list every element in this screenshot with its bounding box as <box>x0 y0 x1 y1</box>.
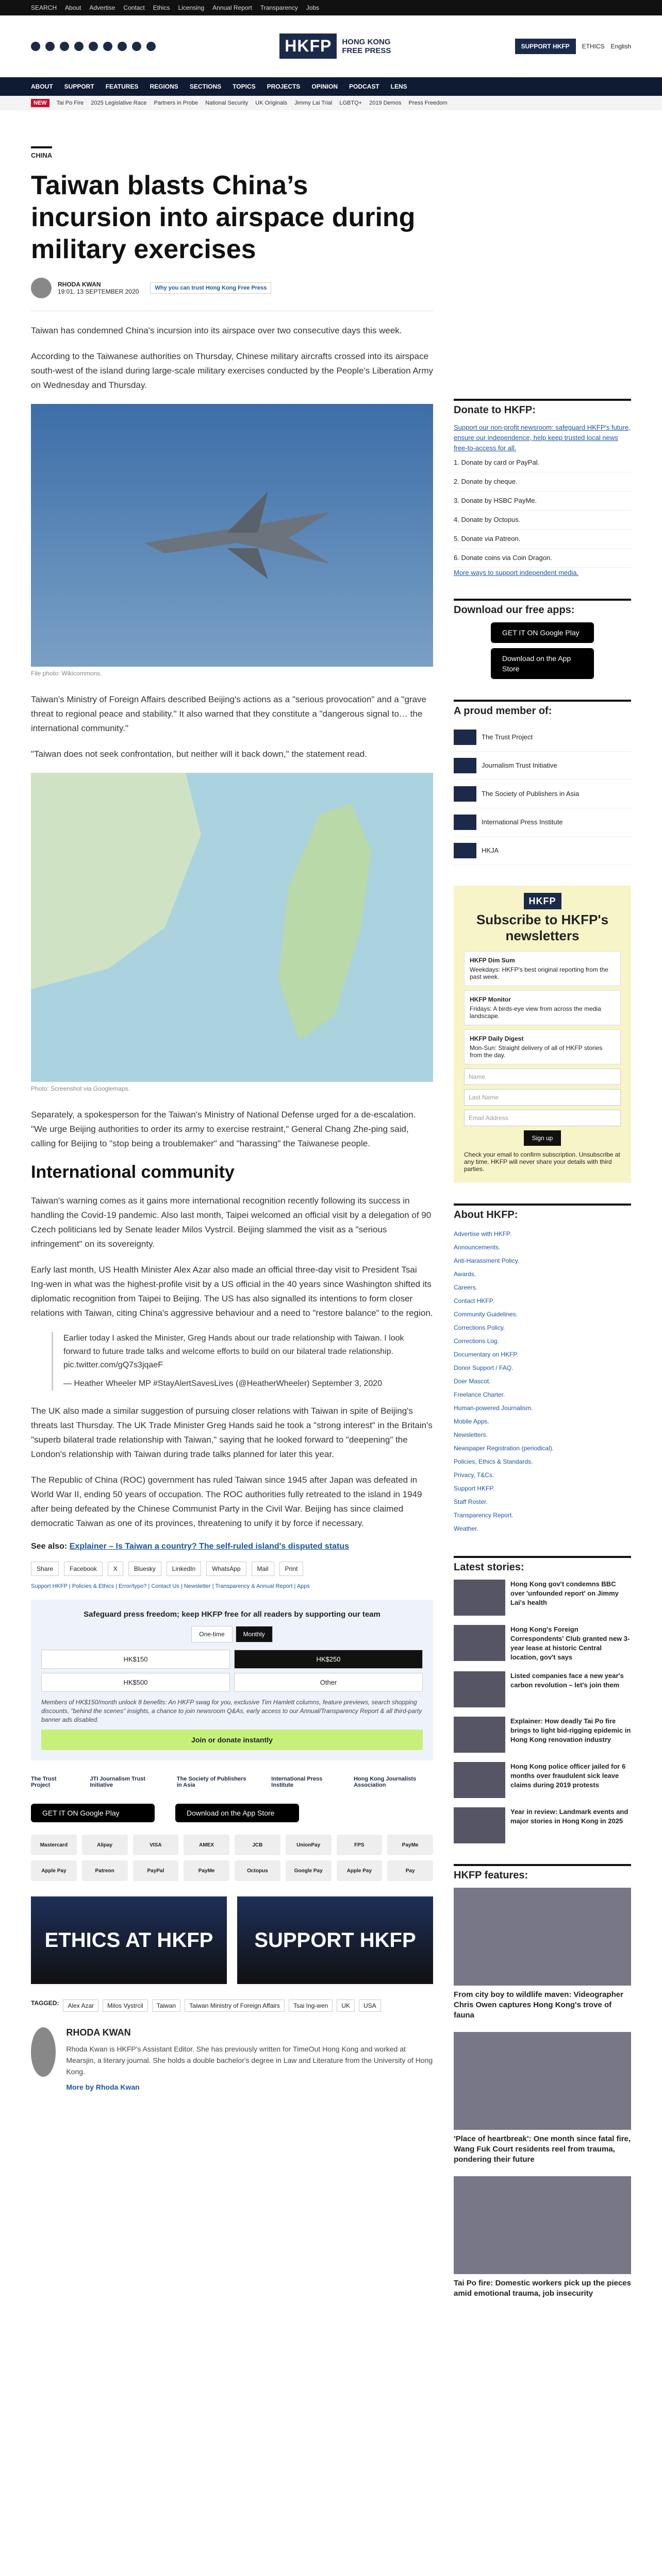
author-bio <box>31 2027 433 2093</box>
see-also-label: See also: <box>31 1542 68 1551</box>
payment-icon[interactable]: Pay <box>387 1860 433 1881</box>
trending-item[interactable]: Partners in Probe <box>154 100 198 106</box>
amount-option[interactable]: HK$150 <box>41 1650 230 1669</box>
logo-ipi[interactable]: International Press Institute <box>271 1776 323 1788</box>
join-button[interactable]: Join or donate instantly <box>41 1730 423 1750</box>
author-name[interactable]: RHODA KWAN <box>58 281 101 288</box>
apps-sidebar <box>454 599 631 679</box>
about-link[interactable]: Transparency Report. <box>454 1512 514 1519</box>
about-link[interactable]: Weather. <box>454 1525 478 1532</box>
tag-list <box>31 1999 433 2012</box>
trending-item[interactable]: National Security <box>205 100 249 106</box>
support-banner[interactable]: SUPPORT HKFP <box>237 1896 433 1984</box>
payment-icon[interactable]: Octopus <box>235 1860 280 1881</box>
facebook-icon[interactable] <box>31 42 40 51</box>
latest-sidebar <box>454 1556 631 1843</box>
payment-icon[interactable]: Apple Pay <box>31 1860 77 1881</box>
topbar-search[interactable]: SEARCH <box>31 4 57 11</box>
trending-item[interactable]: 2025 Legislative Race <box>91 100 147 106</box>
topbar-ethics[interactable]: Ethics <box>153 4 170 11</box>
member-heading: A proud member of: <box>454 700 631 716</box>
features-sidebar <box>454 1864 631 2299</box>
logo-text <box>342 38 391 55</box>
tag[interactable]: USA <box>359 1999 381 2012</box>
payment-icon[interactable]: Patreon <box>82 1860 128 1881</box>
header-actions <box>515 39 631 54</box>
about-heading: About HKFP: <box>454 1204 631 1220</box>
share-print[interactable]: Print <box>279 1562 304 1576</box>
member-sidebar <box>454 700 631 865</box>
member-item[interactable]: The Trust Project <box>454 723 631 752</box>
nav-opinion[interactable]: OPINION <box>311 83 338 90</box>
share-whatsapp[interactable]: WhatsApp <box>206 1562 246 1576</box>
tweet-author[interactable]: — Heather Wheeler MP #StayAlertSavesLives (@HeatherWheeler) September 3, 2020 <box>63 1379 383 1388</box>
amount-option[interactable]: HK$500 <box>41 1673 230 1692</box>
tag[interactable]: UK <box>337 1999 355 2012</box>
youtube-icon[interactable] <box>74 42 84 51</box>
google-play-button[interactable]: GET IT ON Google Play <box>491 622 594 643</box>
top-bar <box>0 0 662 15</box>
tag[interactable]: Alex Azar <box>63 1999 98 2012</box>
telegram-icon[interactable] <box>132 42 141 51</box>
linkedin-icon[interactable] <box>89 42 98 51</box>
about-link[interactable]: Staff Roster. <box>454 1498 488 1505</box>
rss-icon[interactable] <box>146 42 156 51</box>
topbar-transparency[interactable]: Transparency <box>260 4 298 11</box>
trending-item[interactable]: 2019 Demos <box>369 100 402 106</box>
site-header <box>0 15 662 77</box>
topbar-about[interactable]: About <box>65 4 81 11</box>
about-sidebar <box>454 1204 631 1535</box>
donate-method[interactable]: 5. Donate via Patreon. <box>454 530 631 549</box>
about-link[interactable]: Mobile Apps. <box>454 1418 489 1425</box>
member-item[interactable]: Journalism Trust Initiative <box>454 752 631 780</box>
footer-links[interactable]: Support HKFP | Policies & Ethics | Error/typo? | Contact Us | Newsletter | Transparency & Annual Report | Apps <box>31 1583 310 1589</box>
bio-avatar <box>31 2027 56 2077</box>
paragraph: Taiwan has condemned China's incursion into its airspace over two consecutive days this week. <box>31 326 402 335</box>
feature-story[interactable]: 'Place of heartbreak': One month since fatal fire, Wang Fuk Court residents reel from trauma, pondering their future <box>454 2032 631 2165</box>
logo-trust-project[interactable]: The Trust Project <box>31 1776 57 1788</box>
byline <box>31 278 433 298</box>
trending-bar <box>0 96 662 110</box>
logo-sopa[interactable]: The Society of Publishers in Asia <box>176 1776 246 1788</box>
sidebar <box>454 110 631 2319</box>
paragraph: "Taiwan does not seek confrontation, but neither will it back down," the statement read. <box>31 749 367 759</box>
payment-icon[interactable]: Apple Pay <box>337 1860 383 1881</box>
donate-text[interactable]: Support our non-profit newsroom: safeguard HKFP's future, ensure our independence, help keep trusted local news free-to-access for all. <box>454 423 631 452</box>
logo-jti[interactable]: JTI Journalism Trust Initiative <box>90 1776 145 1788</box>
members-benefits: Members of HK$150/month unlock 8 benefits: An HKFP swag for you, exclusive Tim Hamlett columns, feature previews, search shopping discounts, "behind the scenes" insights, a chance to join newsroom Q&As, early access to our Annual/Transparency Report & all third-party banner ads disabled. <box>41 1699 422 1723</box>
newsletter-option[interactable]: HKFP Monitor Fridays: A birds-eye view from across the media landscape. <box>464 990 621 1025</box>
latest-story[interactable]: Explainer: How deadly Tai Po fire brings to light bid-rigging epidemic in Hong Kong renovation industry <box>454 1717 631 1753</box>
donate-method[interactable]: 2. Donate by cheque. <box>454 472 631 492</box>
paragraph: Taiwan's warning comes as it gains more international recognition recently following its success in handling the Covid-19 pandemic. Also last month, Taipei welcomed an official visit by a delegation of 90 Czech politicians led by Senate leader Milos Vystrcil. Beijing slammed the visit as a "serious infringement" on its sovereignty. <box>31 1196 432 1249</box>
tweet-embed <box>52 1332 433 1391</box>
share-linkedin[interactable]: LinkedIn <box>167 1562 201 1576</box>
tab-monthly[interactable]: Monthly <box>236 1626 273 1642</box>
taiwan-map <box>31 773 433 1082</box>
language-select[interactable]: English <box>610 42 631 50</box>
donate-method[interactable]: 1. Donate by card or PayPal. <box>454 453 631 472</box>
apps-heading: Download our free apps: <box>454 599 631 615</box>
trust-link[interactable]: Why you can trust Hong Kong Free Press <box>150 282 271 294</box>
payment-icon[interactable]: FPS <box>337 1835 383 1855</box>
last-name-input[interactable]: Last Name <box>464 1089 621 1106</box>
tag[interactable]: Milos Vystrcil <box>103 1999 148 2012</box>
trending-item[interactable]: Press Freedom <box>408 100 448 106</box>
tag[interactable]: Taiwan Ministry of Foreign Affairs <box>185 1999 285 2012</box>
publish-date: 19:01, 13 SEPTEMBER 2020 <box>58 288 139 295</box>
trending-item[interactable]: LGBTQ+ <box>339 100 362 106</box>
article-category[interactable]: CHINA <box>31 146 52 159</box>
social-icons <box>31 42 156 51</box>
paragraph: Early last month, US Health Minister Alex Azar also made an official three-day visit to President Tsai Ing-wen in what was the highest-profile visit by a US official in the 40 years since Washington shifted its diplomatic recognition from Taipei to Beijing. The US has also signalled its intentions to form closer relations with Taiwan, citing China's aggressive behaviour and a need to "restore balance" to the region. <box>31 1265 433 1318</box>
about-link[interactable]: Corrections Policy. <box>454 1324 505 1331</box>
latest-story[interactable]: Hong Kong's Foreign Correspondents' Club granted new 3-year lease at historic Central location, gov't says <box>454 1625 631 1662</box>
map-image <box>31 773 433 1082</box>
about-link[interactable]: Corrections Log. <box>454 1337 500 1345</box>
about-link[interactable]: Anti-Harassment Policy. <box>454 1257 520 1264</box>
about-link[interactable]: Careers. <box>454 1284 478 1291</box>
payment-icon[interactable]: VISA <box>133 1835 179 1855</box>
logo-mark: HKFP <box>279 33 337 59</box>
logo-hkja[interactable]: Hong Kong Journalists Association <box>354 1776 417 1788</box>
newsletter-note: Check your email to confirm subscription. Unsubscribe at any time. HKFP will never share your details with third parties. <box>464 1151 620 1173</box>
ethics-link[interactable]: ETHICS <box>582 42 605 50</box>
share-bar <box>31 1562 433 1576</box>
about-link[interactable]: Documentary on HKFP. <box>454 1351 519 1358</box>
payment-icon[interactable]: JCB <box>235 1835 280 1855</box>
section-heading: International community <box>31 1162 235 1182</box>
threads-icon[interactable] <box>103 42 112 51</box>
site-logo[interactable] <box>279 33 391 59</box>
nav-topics[interactable]: TOPICS <box>233 83 256 90</box>
author-avatar <box>31 278 52 298</box>
bio-name[interactable]: RHODA KWAN <box>66 2027 131 2038</box>
donate-method[interactable]: 4. Donate by Octopus. <box>454 511 631 530</box>
first-name-input[interactable]: Name <box>464 1069 621 1085</box>
google-play-button[interactable]: GET IT ON Google Play <box>31 1804 155 1822</box>
logo-line1: HONG KONG <box>342 37 391 46</box>
tag[interactable]: Tsai Ing-wen <box>289 1999 333 2012</box>
about-link[interactable]: Human-powered Journalism. <box>454 1404 533 1412</box>
newsletter-logo: HKFP <box>524 893 561 909</box>
about-link[interactable]: Donor Support / FAQ. <box>454 1364 514 1371</box>
payment-icon[interactable]: PayMe <box>387 1835 433 1855</box>
payment-icon[interactable]: AMEX <box>184 1835 229 1855</box>
app-store-button[interactable]: Download on the App Store <box>491 648 594 679</box>
member-item[interactable]: The Society of Publishers in Asia <box>454 780 631 808</box>
map-caption: Photo: Screenshot via Googlemaps. <box>31 1085 130 1092</box>
tags-label: TAGGED: <box>31 1999 59 2007</box>
payment-icon[interactable]: PayPal <box>133 1860 179 1881</box>
article-title: Taiwan blasts China’s incursion into airspace during military exercises <box>31 171 416 264</box>
about-link[interactable]: Contact HKFP. <box>454 1297 494 1304</box>
topbar-advertise[interactable]: Advertise <box>89 4 115 11</box>
newsletter-title: Subscribe to HKFP's newsletters <box>476 912 609 943</box>
latest-heading: Latest stories: <box>454 1556 631 1572</box>
features-heading: HKFP features: <box>454 1864 631 1880</box>
amount-option[interactable]: Other <box>234 1673 423 1692</box>
feature-story[interactable]: Tai Po fire: Domestic workers pick up the pieces amid emotional trauma, job insecurity <box>454 2176 631 2299</box>
email-input[interactable]: Email Address <box>464 1110 621 1126</box>
nav-sections[interactable]: SECTIONS <box>189 83 222 90</box>
more-ways-link[interactable]: More ways to support independent media. <box>454 569 579 577</box>
about-link[interactable]: Newsletters. <box>454 1431 488 1438</box>
newsletter-widget <box>454 886 631 1183</box>
logo-line2: FREE PRESS <box>342 46 391 55</box>
main-nav <box>0 77 662 96</box>
payment-methods <box>31 1835 433 1881</box>
topbar-licensing[interactable]: Licensing <box>178 4 205 11</box>
share-label: Share <box>31 1562 59 1576</box>
new-badge: NEW <box>31 99 49 107</box>
latest-story[interactable]: Hong Kong police officer jailed for 6 months over fraudulent sick leave claims during 2019 protests <box>454 1762 631 1798</box>
app-stores <box>31 1804 433 1822</box>
bluesky-icon[interactable] <box>118 42 127 51</box>
photo-caption: File photo: Wikicommons. <box>31 670 102 677</box>
about-link[interactable]: Announcements. <box>454 1244 501 1251</box>
feature-story[interactable]: From city boy to wildlife maven: Videographer Chris Owen captures Hong Kong's trove of fauna <box>454 1888 631 2021</box>
about-link[interactable]: Community Guidelines. <box>454 1311 518 1318</box>
amount-option[interactable]: HK$250 <box>234 1650 423 1669</box>
nav-podcast[interactable]: PODCAST <box>349 83 379 90</box>
support-button[interactable]: SUPPORT HKFP <box>515 39 576 54</box>
see-also <box>31 1542 433 1551</box>
latest-story[interactable]: Hong Kong gov't condemns BBC over 'unfounded report' on Jimmy Lai's health <box>454 1580 631 1616</box>
topbar-jobs[interactable]: Jobs <box>306 4 320 11</box>
nav-regions[interactable]: REGIONS <box>150 83 178 90</box>
tweet-text: Earlier today I asked the Minister, Greg Hands about our trade relationship with Taiwan. I look forward to future trade talks and welcome efforts to build on our bilateral trade relationship. pic.twitter.com/gQ7s3jqaeF <box>63 1334 404 1369</box>
x-icon[interactable] <box>45 42 55 51</box>
about-link[interactable]: Policies, Ethics & Standards. <box>454 1458 533 1465</box>
about-link[interactable]: Doer Mascot. <box>454 1378 491 1385</box>
article <box>31 110 433 2319</box>
nav-lens[interactable]: LENS <box>390 83 407 90</box>
donate-widget <box>31 1600 433 1760</box>
payment-icon[interactable]: UnionPay <box>286 1835 332 1855</box>
see-also-link[interactable]: Explainer – Is Taiwan a country? The self-ruled island's disputed status <box>69 1542 350 1551</box>
donate-title: Safeguard press freedom; keep HKFP free for all readers by supporting our team <box>84 1610 380 1619</box>
payment-icon[interactable]: Alipay <box>82 1835 128 1855</box>
member-logos <box>31 1776 433 1788</box>
about-link[interactable]: Newspaper Registration (periodical). <box>454 1445 554 1452</box>
share-facebook[interactable]: Facebook <box>64 1562 103 1576</box>
share-x[interactable]: X <box>108 1562 123 1576</box>
member-item[interactable]: International Press Institute <box>454 808 631 837</box>
about-link[interactable]: Support HKFP. <box>454 1485 495 1492</box>
share-bluesky[interactable]: Bluesky <box>128 1562 161 1576</box>
about-link[interactable]: Privacy, T&Cs. <box>454 1471 494 1479</box>
promo-banners <box>31 1896 433 1984</box>
signup-button[interactable]: Sign up <box>524 1130 561 1146</box>
paragraph: Separately, a spokesperson for the Taiwan's Ministry of National Defense urged for a de-escalation. "We urge Beijing authorities to order its army to exercise restraint," General Chang Zhe-ping said, calling for Beijing to "stop being a troublemaker" and "harassing" the Taiwanese people. <box>31 1110 416 1148</box>
trending-item[interactable]: Jimmy Lai Trial <box>294 100 333 106</box>
nav-features[interactable]: FEATURES <box>105 83 139 90</box>
payment-icon[interactable]: Mastercard <box>31 1835 77 1855</box>
donate-heading: Donate to HKFP: <box>454 399 631 415</box>
paragraph: The UK also made a similar suggestion of pursuing closer relations with Taiwan in spite of Beijing's threats last Thursday. The UK Trade Minister Greg Hands said he took a "strong interest" in the Britain's "superb bilateral trade relationship with Taiwan," saying that he looked forward to "deepening" the London's relationship with Taiwan during trade talks planned for later this year. <box>31 1406 433 1459</box>
donate-sidebar <box>454 399 631 578</box>
payment-icon[interactable]: PayMe <box>184 1860 229 1881</box>
ethics-banner[interactable]: ETHICS AT HKFP <box>31 1896 227 1984</box>
topbar-contact[interactable]: Contact <box>123 4 145 11</box>
share-mail[interactable]: Mail <box>252 1562 274 1576</box>
newsletter-option[interactable]: HKFP Dim Sum Weekdays: HKFP's best original reporting from the past week. <box>464 951 621 986</box>
paragraph: Taiwan's Ministry of Foreign Affairs described Beijing's actions as a "serious provocation" and a "grave threat to regional peace and stability." It also warned that they constitute a "dangerous signal to… the international community." <box>31 694 426 733</box>
paragraph: According to the Taiwanese authorities on Thursday, Chinese military aircrafts crossed into its airspace south-west of the island during large-scale military exercises conducted by the People's Liberation Army on Wednesday and Thursday. <box>31 351 433 390</box>
jet-photo <box>31 404 433 667</box>
tab-one-time[interactable]: One-time <box>191 1626 232 1642</box>
donate-method[interactable]: 3. Donate by HSBC PayMe. <box>454 492 631 511</box>
nav-projects[interactable]: PROJECTS <box>267 83 301 90</box>
newsletter-option[interactable]: HKFP Daily Digest Mon-Sun: Straight delivery of all of HKFP stories from the day. <box>464 1029 621 1064</box>
nav-support[interactable]: SUPPORT <box>64 83 94 90</box>
tag[interactable]: Taiwan <box>152 1999 180 2012</box>
bio-text: Rhoda Kwan is HKFP's Assistant Editor. She has previously written for TimeOut Hong Kong and worked at Mearsjin, a literary journal. She holds a double bachelor's degree in Law and Literature from the University of Hong Kong. <box>66 2045 433 2076</box>
latest-story[interactable]: Year in review: Landmark events and major stories in Hong Kong in 2025 <box>454 1807 631 1843</box>
nav-about[interactable]: ABOUT <box>31 83 53 90</box>
paragraph: The Republic of China (ROC) government has ruled Taiwan since 1945 after Japan was defeated in World War II, ending 50 years of occupation. The ROC authorities fully retreated to the island in 1949 after being defeated by the Chinese Communist Party in the Civil War. Beijing has since claimed democratic Taiwan as one of its provinces, threatening to unify it by force if necessary. <box>31 1475 422 1528</box>
about-link[interactable]: Awards. <box>454 1270 476 1278</box>
fighter-jet-image <box>134 481 340 584</box>
about-link[interactable]: Freelance Charter. <box>454 1391 505 1398</box>
trending-item[interactable]: UK Originals <box>255 100 288 106</box>
topbar-annual-report[interactable]: Annual Report <box>212 4 252 11</box>
member-item[interactable]: HKJA <box>454 837 631 865</box>
app-store-button[interactable]: Download on the App Store <box>175 1804 299 1822</box>
about-link[interactable]: Advertise with HKFP. <box>454 1230 511 1238</box>
bio-more-link[interactable]: More by Rhoda Kwan <box>66 2083 140 2091</box>
donate-method[interactable]: 6. Donate coins via Coin Dragon. <box>454 549 631 568</box>
instagram-icon[interactable] <box>60 42 69 51</box>
payment-icon[interactable]: Google Pay <box>286 1860 332 1881</box>
trending-item[interactable]: Tai Po Fire <box>56 100 84 106</box>
latest-story[interactable]: Listed companies face a new year's carbon revolution – let's join them <box>454 1671 631 1707</box>
